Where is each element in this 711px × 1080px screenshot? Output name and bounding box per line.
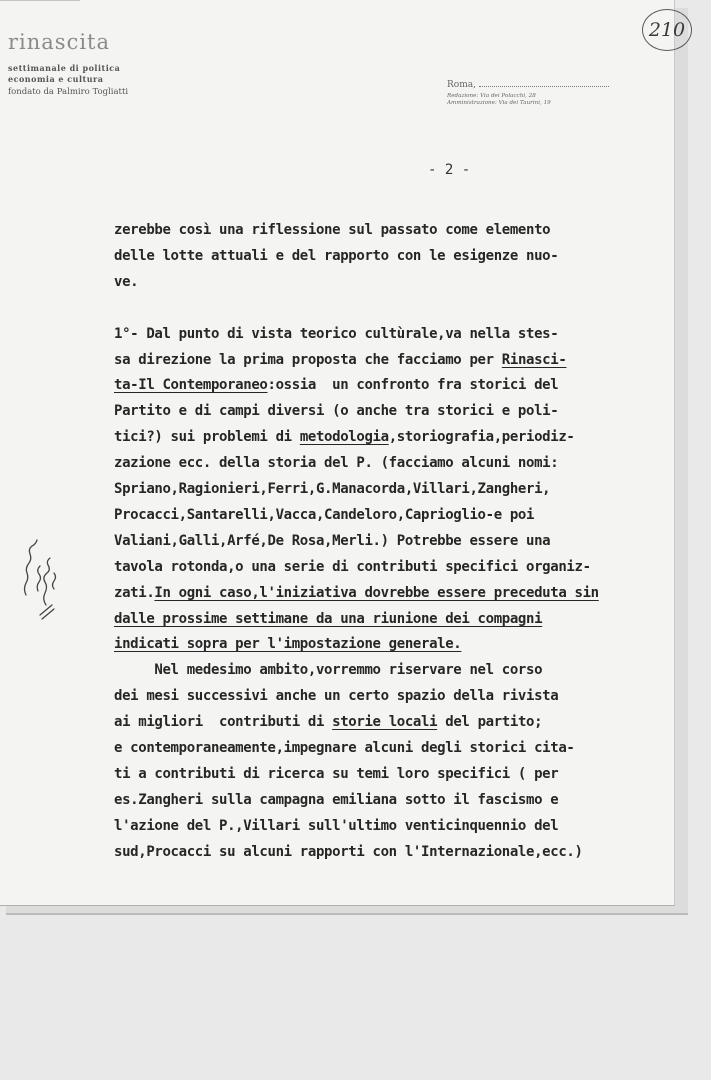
address-amministrazione: Amministrazione: Via dei Taurini, 19 [447, 100, 551, 106]
underlined-passage: In ogni caso,l'iniziativa dovrebbe essere preceduta sin [154, 584, 599, 601]
sheet-number-stamp: 210 [642, 9, 692, 51]
date-dotted-line [479, 78, 609, 87]
line: 1°- Dal punto di vista teorico cultùrale,va nella stes- [114, 325, 559, 342]
underlined-word: metodologia [299, 429, 389, 446]
line: l'azione del P.,Villari sull'ultimo venticinquennio del [114, 817, 559, 834]
logo: rinascita [8, 30, 111, 54]
line: dalle prossime settimane da una riunione dei compagni [114, 610, 543, 627]
line: ai migliori contributi di storie locali del partito; [114, 714, 543, 731]
address-block [447, 78, 647, 108]
letterhead [8, 30, 128, 97]
handwritten-margin-note [4, 533, 64, 623]
place-label: Roma, [447, 80, 476, 90]
line: Nel medesimo ambito,vorremmo riservare nel corso [114, 662, 543, 679]
line: Procacci,Santarelli,Vacca,Candeloro,Caprioglio-e poi [114, 506, 535, 523]
line: sud,Procacci su alcuni rapporti con l'Internazionale,ecc.) [114, 843, 583, 860]
line: delle lotte attuali e del rapporto con le esigenze nuo- [114, 247, 559, 264]
tagline-2: economia e cultura [8, 73, 104, 84]
founder-line: fondato da Palmiro Togliatti [8, 87, 129, 97]
underlined-title: ta-Il Contemporaneo [114, 377, 268, 394]
line: Partito e di campi diversi (o anche tra storici e poli- [114, 403, 559, 420]
line: zerebbe così una riflessione sul passato come elemento [114, 222, 551, 238]
underlined-phrase: storie locali [332, 714, 438, 731]
tagline-1: settimanale di politica [8, 63, 121, 73]
blank-line [114, 296, 634, 322]
line: es.Zangheri sulla campagna emiliana sotto il fascismo e [114, 791, 559, 808]
line: Valiani,Galli,Arfé,De Rosa,Merli.) Potrebbe essere una [114, 532, 551, 549]
address-redazione: Redazione: Via dei Polacchi, 28 [447, 93, 536, 99]
line: ti a contributi di ricerca su temi loro specifici ( per [114, 766, 559, 783]
line: ta-Il Contemporaneo:ossia un confronto fra storici del [114, 377, 559, 394]
line: ve. [114, 273, 139, 290]
line: tavola rotonda,o una serie di contributi specifici organiz- [114, 558, 591, 575]
line: tici?) sui problemi di metodologia,storiografia,periodiz- [114, 429, 575, 446]
line: zati.In ogni caso,l'iniziativa dovrebbe essere preceduta sin [114, 584, 599, 601]
line: zazione ecc. della storia del P. (facciamo alcuni nomi: [114, 455, 559, 472]
line: e contemporaneamente,impegnare alcuni degli storici cita- [114, 740, 575, 757]
line: sa direzione la prima proposta che facciamo per Rinasci- [114, 351, 567, 368]
body-text [114, 218, 634, 866]
top-edge-line [0, 0, 80, 1]
line: Spriano,Ragionieri,Ferri,G.Manacorda,Villari,Zangheri, [114, 481, 551, 498]
line: dei mesi successivi anche un certo spazio della rivista [114, 688, 559, 705]
line: indicati sopra per l'impostazione generale. [114, 636, 462, 653]
underlined-title: Rinasci- [501, 351, 567, 368]
page-number: - 2 - [428, 162, 471, 178]
